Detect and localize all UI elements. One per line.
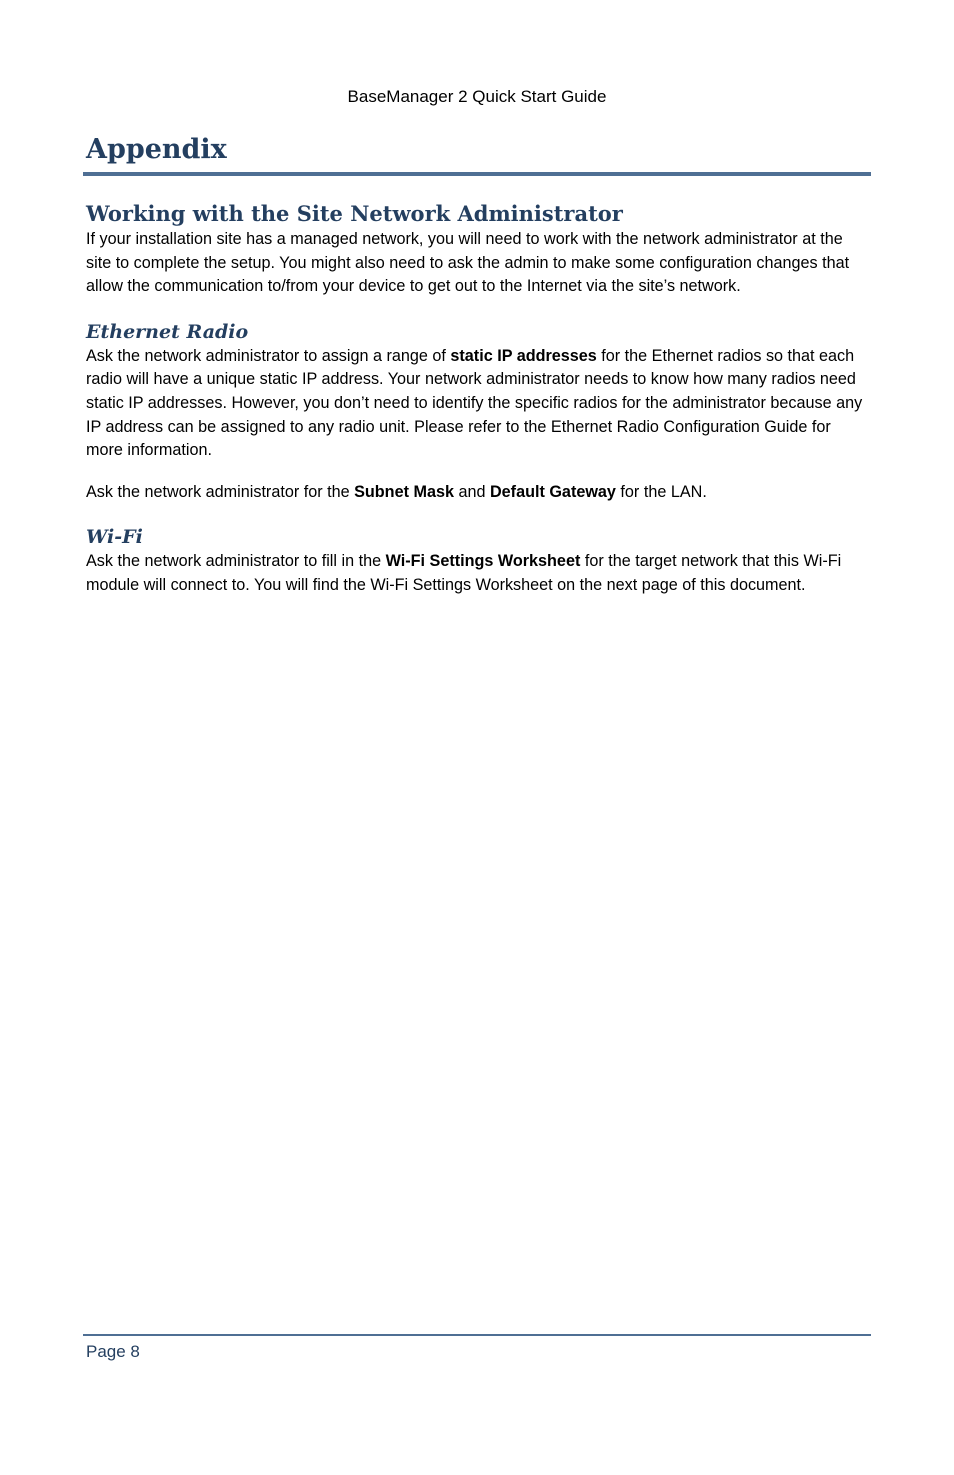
ethernet-p2-bold-subnet: Subnet Mask (354, 482, 454, 501)
subsection-heading-ethernet-radio: Ethernet Radio (86, 320, 249, 343)
section-heading-site-network-admin: Working with the Site Network Administrator (86, 201, 623, 226)
appendix-heading: Appendix (83, 132, 871, 176)
wifi-paragraph (86, 550, 871, 597)
ethernet-p1-text-a: Ask the network administrator to assign a range of (86, 346, 451, 365)
footer-rule (83, 1334, 871, 1336)
ethernet-p2-text-c: for the LAN. (615, 482, 707, 501)
section-intro-paragraph: If your installation site has a managed network, you will need to work with the network administrator at the site to complete the setup. You might also need to ask the admin to make some configuration changes that allow the communication to/from your device to get out to the Internet via the site’s network. (86, 230, 850, 296)
ethernet-p1-bold: static IP addresses (450, 346, 597, 365)
ethernet-paragraph-2 (86, 481, 871, 505)
ethernet-p2-text-b: and (453, 482, 490, 501)
subsection-heading-wifi: Wi-Fi (86, 526, 143, 549)
page-content (86, 132, 871, 598)
ethernet-p2-text-a: Ask the network administrator for the (86, 482, 355, 501)
ethernet-p2-bold-gateway: Default Gateway (489, 482, 616, 501)
page-header: BaseManager 2 Quick Start Guide (347, 87, 607, 106)
footer-page-number: Page 8 (86, 1342, 140, 1361)
ethernet-p1-text-b: for the Ethernet radios so that each radio will have a unique static IP address. Your network administrator needs to know how many radios need static IP addresses. However, you don’t need to identify the specific radios for the administrator because any IP address can be assigned to any radio unit. Please refer to the Ethernet Radio Configuration Guide for more information. (86, 346, 863, 460)
ethernet-paragraph-1 (86, 345, 871, 463)
wifi-p1-text-b: for the target network that this Wi-Fi module will connect to. You will find the Wi-Fi Settings Worksheet on the next page of this document. (86, 552, 842, 594)
wifi-p1-bold: Wi-Fi Settings Worksheet (385, 552, 581, 571)
wifi-p1-text-a: Ask the network administrator to fill in the (86, 552, 386, 571)
